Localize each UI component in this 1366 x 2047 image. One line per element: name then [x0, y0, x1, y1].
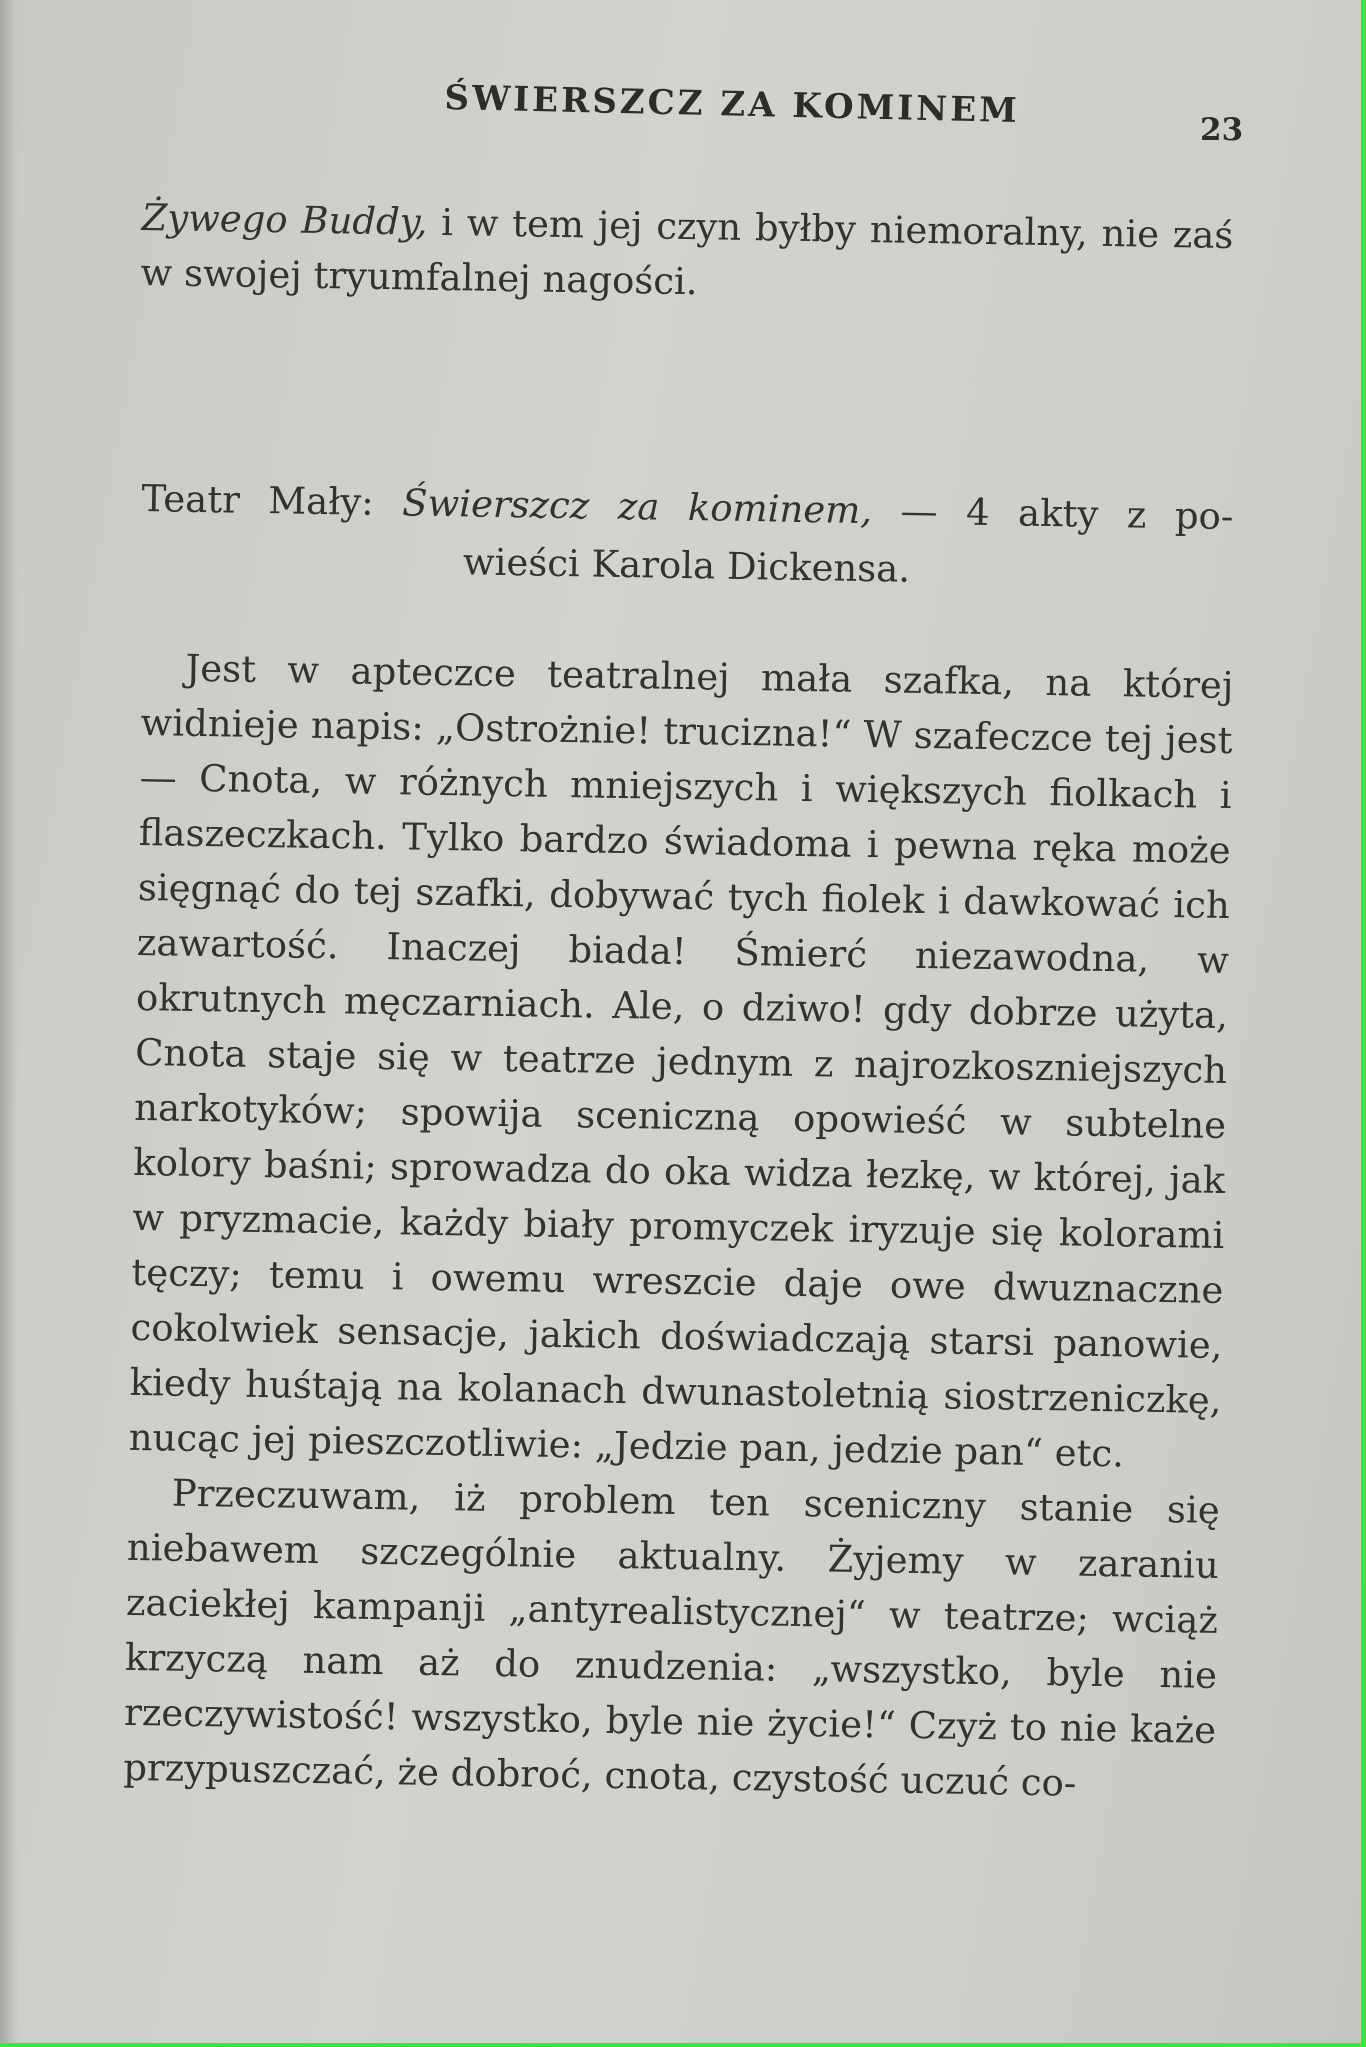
continuation-text: i w tem jej czyn byłby niemoralny, nie zaś w swojej tryumfalnej nagości. — [140, 200, 1234, 304]
running-head: ŚWIERSZCZ ZA KOMINEM — [444, 78, 1021, 132]
play-title: Świerszcz za kominem, — [401, 481, 873, 533]
continuation-italic: Żywego Buddy, — [141, 195, 428, 244]
theatre-name: Teatr Mały: — [141, 476, 403, 525]
body-paragraph-2: Przeczuwam, iż problem ten sceniczny stanie się niebawem szczególnie aktualny. Żyjemy w zaraniu zaciekłej kampanji „antyrealistycznej“ w teatrze; wciąż krzyczą nam aż do znudzenia: „wszystko, byle nie rzeczywistość! wszystko, byle nie życie!“ Czyż to nie każe przypuszczać, że dobroć, cnota, czystość uczuć co- — [122, 1471, 1221, 1805]
play-details-part-2: wieści Karola Dickensa. — [462, 540, 911, 591]
continuation-paragraph — [140, 190, 1234, 318]
review-body — [123, 640, 1234, 1813]
page-gutter-shadow — [0, 0, 18, 2047]
page-number: 23 — [1200, 112, 1244, 148]
play-details-part-1: — 4 akty z po- — [871, 489, 1234, 539]
scan-border-right — [1361, 0, 1366, 2047]
review-heading — [140, 470, 1234, 604]
body-paragraph-1: Jest w apteczce teatralnej mała szafka, na której widnieje napis: „Ostrożnie! trucizna!“ W szafeczce tej jest — Cnota, w różnych mniejszych i większych fiolkach i flaszeczkach. Tylko bardzo świadoma i pewna ręka może sięgnąć do tej szafki, dobywać tych fiolek i dawkować ich zawartość. Inaczej biada! Śmierć niezawodna, w okrutnych męczarniach. Ale, o dziwo! gdy dobrze użyta, Cnota staje się w teatrze jednym z najrozkoszniejszych narkotyków; spowija sceniczną opowieść w subtelne kolory baśni; sprowadza do oka widza łezkę, w której, jak w pryzmacie, każdy biały promyczek iryzuje się kolorami tęczy; temu i owemu wreszcie daje owe dwuznaczne cokolwiek sensacje, jakich doświadczają starsi panowie, kiedy huśtają na kolanach dwunastoletnią siostrzeniczkę, nucąc jej pieszczotliwie: „Jedzie pan, jedzie pan“ etc. — [128, 646, 1234, 1476]
scan-border-bottom — [0, 2043, 1366, 2047]
